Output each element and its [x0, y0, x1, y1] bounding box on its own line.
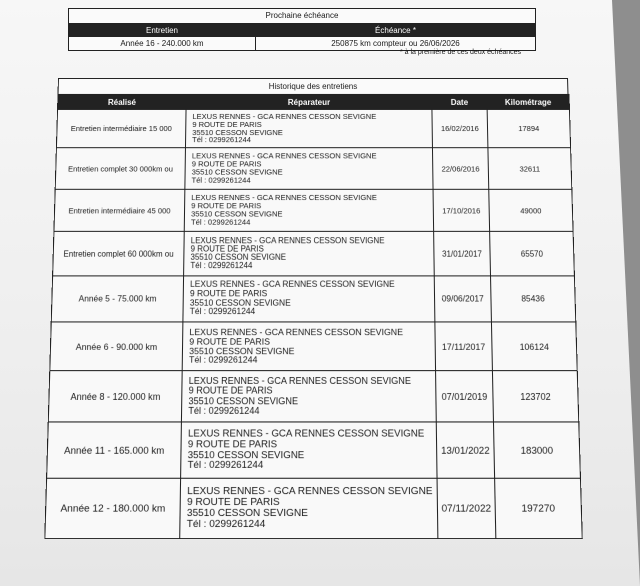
done-text: Entretien complet 60 000km ou	[63, 248, 174, 259]
history-grid	[44, 94, 583, 539]
km-text: 65570	[520, 248, 544, 259]
table-row	[53, 231, 575, 276]
header-date: Date	[432, 94, 487, 109]
repairer-phone: Tél : 0299261244	[187, 459, 264, 471]
km-text: 49000	[520, 205, 542, 215]
repairer-city: 35510 CESSON SEVIGNE	[189, 345, 295, 356]
km-text: 197270	[521, 502, 556, 515]
repairer-name: LEXUS RENNES - GCA RENNES CESSON SEVIGNE	[192, 111, 377, 121]
cell-date	[432, 148, 488, 190]
done-text: Année 5 - 75.000 km	[78, 294, 157, 304]
done-text: Année 8 - 120.000 km	[70, 390, 161, 402]
cell-km	[489, 189, 573, 231]
cell-km	[488, 148, 572, 190]
repairer-street: 9 ROUTE DE PARIS	[186, 496, 280, 509]
repairer-name: LEXUS RENNES - GCA RENNES CESSON SEVIGNE	[191, 193, 377, 203]
table-row	[50, 322, 577, 371]
cell-km	[493, 422, 580, 478]
cell-done	[45, 478, 181, 538]
repairer-phone: Tél : 0299261244	[190, 261, 253, 271]
cell-repairer	[181, 371, 436, 422]
table-row	[55, 148, 572, 190]
repairer-street: 9 ROUTE DE PARIS	[192, 119, 262, 129]
cell-km	[490, 231, 575, 276]
cell-km	[495, 478, 583, 538]
repairer-city: 35510 CESSON SEVIGNE	[186, 507, 308, 520]
table-row	[45, 478, 582, 538]
date-text: 13/01/2022	[440, 444, 490, 456]
repairer-phone: Tél : 0299261244	[192, 135, 251, 145]
repairer-street: 9 ROUTE DE PARIS	[188, 385, 273, 396]
cell-km	[491, 276, 576, 322]
date-text: 17/10/2016	[442, 205, 481, 215]
table-row	[47, 422, 581, 478]
done-text: Année 11 - 165.000 km	[64, 444, 165, 456]
cell-date	[436, 422, 494, 478]
next-due-caption: Prochaine échéance	[69, 9, 535, 24]
cell-done	[47, 422, 182, 478]
repairer-street: 9 ROUTE DE PARIS	[190, 244, 264, 254]
date-text: 09/06/2017	[441, 294, 484, 304]
repairer-street: 9 ROUTE DE PARIS	[191, 159, 262, 169]
cell-done	[51, 276, 183, 322]
km-text: 123702	[520, 390, 551, 402]
repairer-city: 35510 CESSON SEVIGNE	[188, 395, 299, 406]
cell-date	[433, 189, 490, 231]
history-caption: Historique des entretiens	[58, 78, 569, 94]
done-text: Entretien intermédiaire 45 000	[68, 205, 171, 215]
cell-repairer	[184, 231, 435, 276]
cell-done	[54, 189, 185, 231]
cell-repairer	[181, 422, 437, 478]
cell-date	[434, 231, 491, 276]
repairer-street: 9 ROUTE DE PARIS	[189, 288, 268, 299]
repairer-name: LEXUS RENNES - GCA RENNES CESSON SEVIGNE	[190, 279, 395, 290]
repairer-phone: Tél : 0299261244	[191, 175, 251, 185]
cell-done	[56, 109, 186, 147]
repairer-name: LEXUS RENNES - GCA RENNES CESSON SEVIGNE	[189, 326, 404, 337]
next-due-col-due: Échéance *	[375, 26, 416, 35]
cell-km	[487, 109, 570, 147]
date-text: 31/01/2017	[442, 248, 482, 259]
header-km: Kilométrage	[487, 94, 570, 109]
repairer-street: 9 ROUTE DE PARIS	[191, 201, 262, 211]
cell-done	[50, 322, 183, 371]
km-text: 183000	[520, 444, 554, 456]
next-due-due-value: 250875 km compteur ou 26/06/2026	[331, 39, 460, 48]
done-text: Entretien complet 30 000km ou	[67, 163, 174, 174]
repairer-name: LEXUS RENNES - GCA RENNES CESSON SEVIGNE	[187, 427, 425, 439]
repairer-phone: Tél : 0299261244	[188, 405, 260, 416]
km-text: 106124	[519, 340, 549, 352]
next-due-service-value: Année 16 - 240.000 km	[69, 37, 256, 50]
repairer-street: 9 ROUTE DE PARIS	[189, 335, 270, 347]
next-due-footnote: * à la première de ces deux échéances	[400, 49, 522, 56]
date-text: 17/11/2017	[441, 340, 486, 352]
table-row	[48, 371, 578, 422]
header-repairer: Réparateur	[186, 94, 432, 109]
done-text: Entretien intermédiaire 15 000	[70, 123, 172, 134]
date-text: 16/02/2016	[440, 123, 479, 134]
cell-done	[53, 231, 185, 276]
repairer-name: LEXUS RENNES - GCA RENNES CESSON SEVIGNE	[188, 375, 412, 387]
cell-date	[432, 109, 488, 147]
table-row	[51, 276, 576, 322]
cell-done	[48, 371, 182, 422]
cell-repairer	[184, 189, 433, 231]
repairer-street: 9 ROUTE DE PARIS	[187, 438, 278, 450]
repairer-name: LEXUS RENNES - GCA RENNES CESSON SEVIGNE	[191, 151, 377, 161]
km-text: 17894	[518, 123, 540, 134]
repairer-city: 35510 CESSON SEVIGNE	[191, 167, 283, 177]
cell-date	[437, 478, 496, 538]
header-done: Réalisé	[58, 94, 187, 109]
table-row	[54, 189, 573, 231]
cell-km	[492, 371, 578, 422]
cell-repairer	[182, 322, 435, 371]
cell-repairer	[185, 109, 432, 147]
cell-done	[55, 148, 185, 190]
next-due-col-service: Entretien	[69, 24, 256, 37]
repairer-city: 35510 CESSON SEVIGNE	[187, 448, 305, 460]
date-text: 22/06/2016	[441, 163, 480, 174]
cell-date	[435, 322, 493, 371]
cell-date	[436, 371, 494, 422]
repairer-name: LEXUS RENNES - GCA RENNES CESSON SEVIGNE	[190, 235, 385, 245]
repairer-city: 35510 CESSON SEVIGNE	[192, 127, 283, 137]
repairer-phone: Tél : 0299261244	[188, 354, 258, 366]
repairer-phone: Tél : 0299261244	[190, 217, 251, 227]
history-header-row	[58, 94, 570, 109]
cell-km	[491, 322, 577, 371]
repairer-city: 35510 CESSON SEVIGNE	[191, 209, 283, 219]
table-row	[56, 109, 570, 147]
repairer-city: 35510 CESSON SEVIGNE	[190, 252, 287, 262]
cell-repairer	[185, 148, 433, 190]
km-text: 85436	[521, 294, 545, 304]
km-text: 32611	[519, 163, 541, 174]
repairer-name: LEXUS RENNES - GCA RENNES CESSON SEVIGNE	[187, 485, 433, 498]
cell-repairer	[180, 478, 438, 538]
date-text: 07/01/2019	[441, 390, 488, 402]
date-text: 07/11/2022	[441, 502, 492, 515]
history-table	[44, 78, 581, 539]
repairer-phone: Tél : 0299261244	[186, 518, 266, 531]
cell-repairer	[183, 276, 435, 322]
next-due-header	[69, 24, 535, 37]
repairer-city: 35510 CESSON SEVIGNE	[189, 297, 291, 308]
repairer-phone: Tél : 0299261244	[189, 306, 256, 317]
done-text: Année 6 - 90.000 km	[75, 340, 158, 352]
done-text: Année 12 - 180.000 km	[60, 502, 166, 515]
cell-date	[434, 276, 491, 322]
next-due-table	[68, 8, 536, 51]
